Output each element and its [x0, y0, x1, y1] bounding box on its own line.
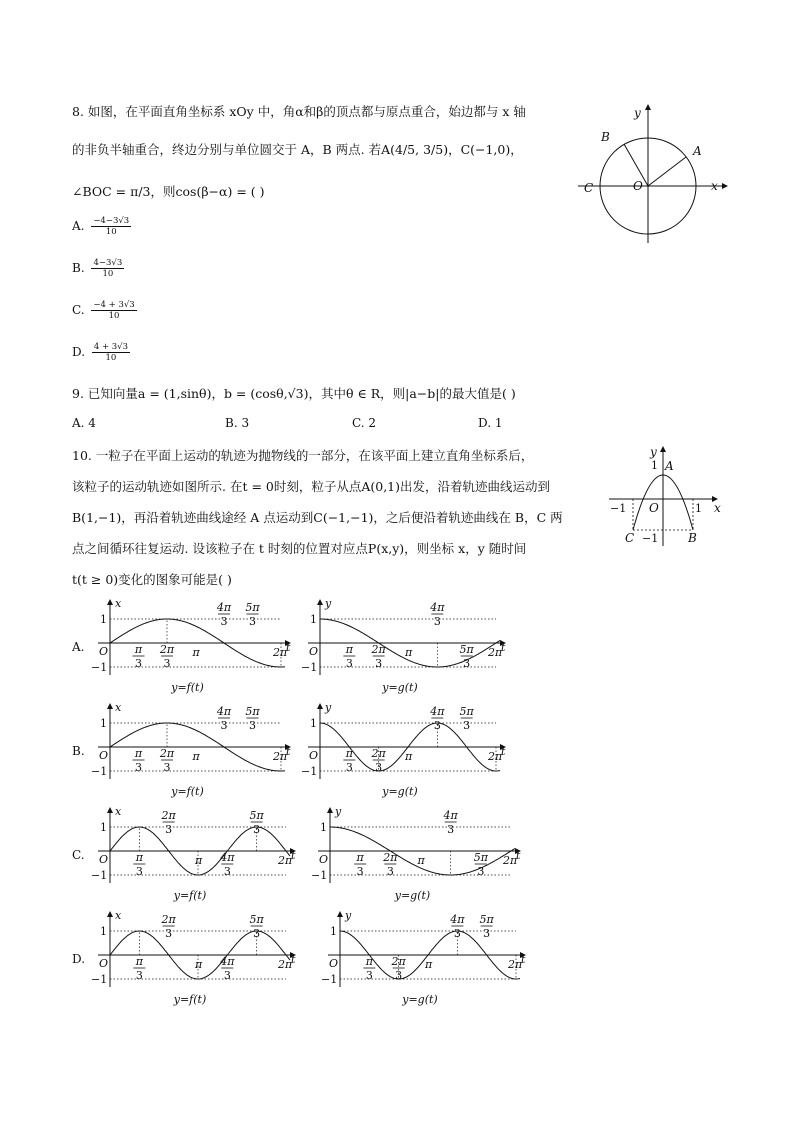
y-tick-one: 1 [100, 613, 107, 626]
origin-label: O [633, 179, 643, 193]
tick-2pi-over-3-num: 2π [371, 643, 386, 656]
origin-label: O [649, 501, 659, 515]
y-tick-one: 1 [320, 821, 327, 834]
tick-two-pi: 2π [273, 750, 288, 763]
q10-line-4: 点之间循环往复运动. 设该粒子在 t 时刻的位置对应点P(x,y)，则坐标 x，y 随时间 [72, 541, 527, 556]
q9-option-a[interactable]: A. 4 [72, 416, 96, 430]
option-a-g-graph [300, 597, 510, 697]
x-one-label: 1 [695, 502, 702, 515]
origin-label: O [309, 645, 319, 658]
tick-pi-over-3-num: π [345, 643, 353, 656]
point-c-label: C [625, 531, 635, 545]
f-caption: y=f(t) [173, 993, 207, 1006]
vertical-axis-arrow [107, 807, 113, 813]
tick-4pi-over-3-num: 4π [430, 705, 445, 718]
tick-pi: π [405, 750, 413, 763]
y-tick-one: 1 [100, 821, 107, 834]
y-tick-one: 1 [330, 925, 337, 938]
tick-two-pi: 2π [273, 646, 288, 659]
y-neg-one-label: −1 [642, 532, 659, 545]
tick-2pi-over-3-den: 3 [386, 865, 394, 878]
q10-option-d-letter[interactable]: D. [72, 952, 86, 966]
option-a-f-graph [90, 597, 295, 697]
tick-4pi-over-3-den: 3 [447, 823, 455, 836]
tick-5pi-over-3-den: 3 [253, 823, 261, 836]
t-axis-label: t [501, 745, 506, 758]
tick-two-pi: 2π [503, 854, 518, 867]
vertical-axis-label: x [115, 909, 122, 922]
tick-2pi-over-3-den: 3 [163, 761, 171, 774]
tick-2pi-over-3-den: 3 [395, 969, 403, 982]
tick-2pi-over-3-num: 2π [161, 913, 176, 926]
tick-pi: π [195, 958, 203, 971]
q10-line-1: 10. 一粒子在平面上运动的轨迹为抛物线的一部分，在该平面上建立直角坐标系后， [72, 448, 534, 463]
q10-parabola-figure [606, 444, 726, 548]
y-axis-label: y [650, 445, 657, 459]
f-caption: y=f(t) [171, 681, 204, 694]
y-tick-neg-one: −1 [301, 661, 318, 674]
origin-label: O [99, 749, 109, 762]
tick-pi-over-3-den: 3 [345, 761, 353, 774]
tick-pi: π [192, 646, 200, 659]
t-axis-label: t [516, 849, 521, 862]
q9-option-d[interactable]: D. 1 [478, 416, 503, 430]
y-axis-label: y [634, 106, 641, 120]
tick-4pi-over-3-den: 3 [220, 719, 228, 732]
point-a-label: A [665, 459, 674, 473]
origin-label: O [99, 853, 109, 866]
g-caption: y=g(t) [394, 889, 431, 902]
tick-4pi-over-3-num: 4π [450, 913, 465, 926]
tick-pi-over-3-den: 3 [135, 969, 143, 982]
q8-line-2: 的非负半轴重合，终边分别与单位圆交于 A，B 两点. 若A(4/5, 3/5)，C(−1,0)， [72, 142, 523, 157]
x-axis-label: x [711, 179, 718, 193]
q8-option-b[interactable]: B. $\frac{4-3√3}{10}$ [72, 258, 123, 279]
y-tick-neg-one: −1 [91, 973, 108, 986]
tick-2pi-over-3-den: 3 [165, 927, 173, 940]
tick-pi-over-3-den: 3 [135, 761, 142, 774]
x-axis-label: x [714, 501, 721, 515]
g-caption: y=g(t) [382, 785, 418, 798]
tick-pi-over-3-den: 3 [365, 969, 373, 982]
tick-pi: π [417, 854, 425, 867]
tick-2pi-over-3-den: 3 [165, 823, 173, 836]
tick-pi: π [425, 958, 433, 971]
tick-5pi-over-3-num: 5π [249, 809, 264, 822]
tick-5pi-over-3-den: 3 [249, 615, 256, 628]
origin-label: O [319, 853, 329, 866]
tick-2pi-over-3-num: 2π [391, 955, 406, 968]
tick-pi-over-3-num: π [345, 747, 353, 760]
origin-label: O [329, 957, 339, 970]
vertical-axis-arrow [337, 911, 343, 917]
q8-option-a[interactable]: A. $\frac{-4-3√3}{10}$ [72, 216, 130, 237]
origin-label: O [99, 645, 109, 658]
vertical-axis-label: y [335, 805, 342, 818]
tick-4pi-over-3-den: 3 [223, 969, 231, 982]
tick-pi-over-3-den: 3 [135, 657, 142, 670]
vertical-axis-label: x [115, 805, 122, 818]
tick-pi-over-3-num: π [134, 643, 143, 656]
q8-line-3: ∠BOC = π/3，则cos(β−α) = ( ) [72, 184, 265, 199]
t-axis-label: t [291, 849, 296, 862]
q10-line-5: t(t ≥ 0)变化的图象可能是( ) [72, 572, 232, 587]
tick-5pi-over-3-num: 5π [245, 705, 260, 718]
y-one-label: 1 [651, 459, 658, 472]
tick-5pi-over-3-den: 3 [477, 865, 485, 878]
tick-two-pi: 2π [278, 854, 293, 867]
vertical-axis-arrow [317, 703, 323, 709]
option-c-g-graph [310, 805, 525, 905]
tick-pi-over-3-num: π [135, 851, 143, 864]
f-caption: y=f(t) [171, 785, 204, 798]
vertical-axis-label: x [115, 597, 122, 610]
q8-unit-circle-figure [575, 98, 735, 248]
tick-2pi-over-3-num: 2π [159, 643, 175, 656]
tick-4pi-over-3-den: 3 [433, 719, 441, 732]
vertical-axis-arrow [107, 911, 113, 917]
vertical-axis-label: x [115, 701, 122, 714]
tick-two-pi: 2π [278, 958, 293, 971]
origin-label: O [99, 957, 109, 970]
q9-option-c[interactable]: C. 2 [352, 416, 377, 430]
t-axis-label: t [501, 641, 506, 654]
x-neg-one-label: −1 [610, 502, 627, 515]
y-tick-neg-one: −1 [321, 973, 338, 986]
tick-two-pi: 2π [488, 646, 503, 659]
q10-option-b-letter[interactable]: B. [72, 744, 85, 758]
y-tick-one: 1 [100, 717, 107, 730]
q9-stem: 9. 已知向量a = (1,sinθ)，b = (cosθ,√3)，其中θ ∈ R，则|a−b|的最大值是( ) [72, 386, 516, 401]
tick-pi: π [195, 854, 203, 867]
g-caption: y=g(t) [402, 993, 438, 1006]
tick-two-pi: 2π [508, 958, 523, 971]
tick-5pi-over-3-num: 5π [249, 913, 264, 926]
tick-5pi-over-3-num: 5π [245, 601, 260, 614]
option-b-g-graph [300, 701, 510, 801]
vertical-axis-arrow [107, 599, 113, 605]
y-tick-neg-one: −1 [91, 765, 108, 778]
y-tick-neg-one: −1 [91, 869, 108, 882]
tick-5pi-over-3-den: 3 [463, 657, 471, 670]
t-axis-label: t [521, 953, 526, 966]
point-b-label: B [688, 531, 697, 545]
y-tick-one: 1 [310, 717, 317, 730]
tick-two-pi: 2π [488, 750, 503, 763]
tick-2pi-over-3-den: 3 [375, 657, 383, 670]
q10-option-c-letter[interactable]: C. [72, 848, 85, 862]
tick-4pi-over-3-num: 4π [216, 601, 232, 614]
option-d-f-graph [90, 909, 300, 1009]
tick-4pi-over-3-num: 4π [216, 705, 232, 718]
point-a-label: A [693, 144, 702, 158]
option-d-g-graph [320, 909, 530, 1009]
q9-options [72, 416, 572, 434]
option-c-f-graph [90, 805, 300, 905]
tick-5pi-over-3-den: 3 [249, 719, 256, 732]
q8-option-d[interactable]: D. $\frac{4 + 3√3}{10}$ [72, 342, 129, 363]
point-b-label: B [601, 130, 610, 144]
vertical-axis-label: y [345, 909, 352, 922]
q9-option-b[interactable]: B. 3 [225, 416, 250, 430]
tick-pi-over-3-num: π [134, 747, 143, 760]
tick-2pi-over-3-num: 2π [161, 809, 176, 822]
q10-line-3: B(1,−1)，再沿着轨迹曲线途经 A 点运动到C(−1,−1)，之后便沿着轨迹曲线在 B，C 两 [72, 510, 563, 525]
tick-4pi-over-3-den: 3 [453, 927, 461, 940]
tick-5pi-over-3-den: 3 [463, 719, 471, 732]
vertical-axis-label: y [325, 701, 332, 714]
q10-option-a-letter[interactable]: A. [72, 640, 85, 654]
tick-pi-over-3-den: 3 [345, 657, 353, 670]
q8-line-1: 8. 如图，在平面直角坐标系 xOy 中，角α和β的顶点都与原点重合，始边都与 x 轴 [72, 104, 526, 119]
tick-4pi-over-3-num: 4π [443, 809, 458, 822]
y-tick-neg-one: −1 [91, 661, 108, 674]
vertical-axis-label: y [325, 597, 332, 610]
tick-pi-over-3-den: 3 [135, 865, 143, 878]
t-axis-label: t [291, 953, 296, 966]
option-b-f-graph [90, 701, 295, 801]
y-tick-neg-one: −1 [311, 869, 328, 882]
vertical-axis-arrow [107, 703, 113, 709]
f-caption: y=f(t) [173, 889, 207, 902]
tick-5pi-over-3-num: 5π [473, 851, 488, 864]
tick-2pi-over-3-num: 2π [159, 747, 175, 760]
tick-4pi-over-3-num: 4π [220, 851, 235, 864]
tick-4pi-over-3-den: 3 [223, 865, 231, 878]
tick-5pi-over-3-num: 5π [459, 643, 474, 656]
t-axis-label: t [286, 745, 291, 758]
tick-5pi-over-3-den: 3 [253, 927, 261, 940]
tick-5pi-over-3-num: 5π [479, 913, 494, 926]
tick-5pi-over-3-num: 5π [459, 705, 474, 718]
tick-2pi-over-3-num: 2π [383, 851, 398, 864]
tick-pi-over-3-num: π [135, 955, 143, 968]
tick-pi-over-3-num: π [356, 851, 364, 864]
tick-2pi-over-3-num: 2π [371, 747, 386, 760]
t-axis-label: t [286, 641, 291, 654]
tick-pi-over-3-num: π [365, 955, 373, 968]
tick-4pi-over-3-num: 4π [430, 601, 445, 614]
g-caption: y=g(t) [382, 681, 418, 694]
tick-5pi-over-3-den: 3 [483, 927, 491, 940]
y-tick-one: 1 [100, 925, 107, 938]
point-c-label: C [584, 181, 594, 195]
vertical-axis-arrow [317, 599, 323, 605]
origin-label: O [309, 749, 319, 762]
q10-line-2: 该粒子的运动轨迹如图所示. 在t = 0时刻，粒子从点A(0,1)出发，沿着轨迹曲线运动到 [72, 479, 551, 494]
y-tick-one: 1 [310, 613, 317, 626]
tick-pi-over-3-den: 3 [356, 865, 364, 878]
tick-4pi-over-3-den: 3 [433, 615, 441, 628]
y-tick-neg-one: −1 [301, 765, 318, 778]
tick-4pi-over-3-num: 4π [220, 955, 235, 968]
tick-pi: π [192, 750, 200, 763]
tick-2pi-over-3-den: 3 [163, 657, 171, 670]
q8-option-c[interactable]: C. $\frac{-4 + 3√3}{10}$ [72, 300, 135, 321]
vertical-axis-arrow [327, 807, 333, 813]
tick-2pi-over-3-den: 3 [375, 761, 383, 774]
tick-4pi-over-3-den: 3 [220, 615, 228, 628]
tick-pi: π [405, 646, 413, 659]
